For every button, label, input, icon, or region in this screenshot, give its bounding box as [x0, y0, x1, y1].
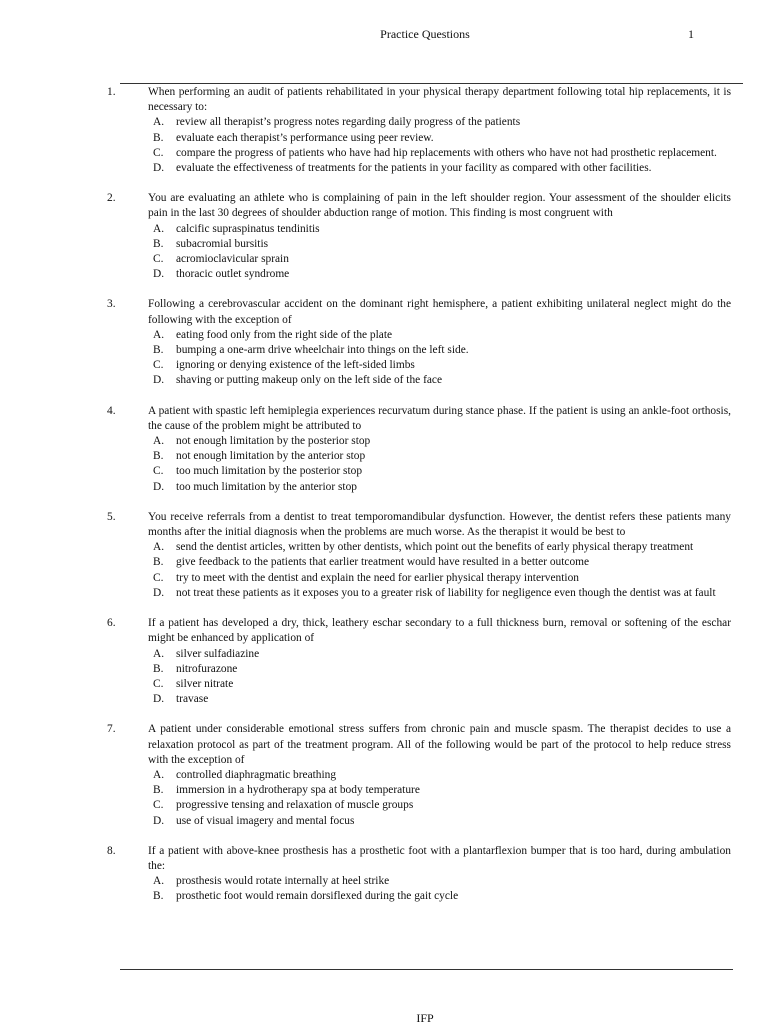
answer-options — [148, 328, 731, 389]
answer-options — [148, 874, 731, 904]
option-letter: D. — [153, 480, 165, 493]
page-footer: IFP — [416, 1011, 434, 1025]
question-1 — [107, 85, 731, 176]
answer-option — [148, 571, 731, 586]
option-text: shaving or putting makeup only on the left side of the face — [176, 374, 443, 387]
option-letter: B. — [153, 784, 164, 797]
question-body — [148, 722, 731, 828]
question-body — [148, 844, 731, 905]
answer-option — [148, 161, 731, 176]
option-text: use of visual imagery and mental focus — [176, 814, 355, 827]
option-text: progressive tensing and relaxation of muscle groups — [176, 799, 414, 812]
question-stem: A patient with spastic left hemiplegia experiences recurvatum during stance phase. If the patient is using an ankle-foot orthosis, the cause of the problem might be attributed to — [148, 404, 731, 432]
option-letter: C. — [153, 677, 164, 690]
option-letter: B. — [153, 344, 164, 357]
question-stem: A patient under considerable emotional stress suffers from chronic pain and muscle spasm. The therapist decides to use a relaxation protocol as part of the treatment program. All of the following would be part of the protocol to help reduce stress with the exception of — [148, 723, 731, 766]
question-number: 7. — [107, 723, 116, 736]
option-text: acromioclavicular sprain — [176, 253, 289, 266]
answer-option — [148, 540, 731, 555]
answer-option — [148, 115, 731, 130]
option-letter: A. — [153, 541, 165, 554]
question-body — [148, 85, 731, 176]
answer-option — [148, 798, 731, 813]
answer-options — [148, 540, 731, 601]
question-7 — [107, 722, 731, 828]
option-text: give feedback to the patients that earlier treatment would have resulted in a better outcome — [176, 556, 590, 569]
answer-option — [148, 267, 731, 282]
page-header-title: Practice Questions — [380, 27, 470, 41]
answer-option — [148, 555, 731, 570]
option-letter: B. — [153, 450, 164, 463]
question-5 — [107, 510, 731, 601]
option-text: send the dentist articles, written by other dentists, which point out the benefits of early physical therapy treatment — [176, 541, 694, 554]
option-letter: C. — [153, 571, 164, 584]
option-letter: C. — [153, 799, 164, 812]
question-number: 8. — [107, 844, 116, 857]
question-body — [148, 191, 731, 282]
question-number: 2. — [107, 192, 116, 205]
option-letter: D. — [153, 693, 165, 706]
option-text: not enough limitation by the anterior stop — [176, 450, 366, 463]
answer-option — [148, 677, 731, 692]
question-stem: When performing an audit of patients rehabilitated in your physical therapy department following total hip replacements, it is necessary to: — [148, 86, 731, 114]
option-letter: C. — [153, 465, 164, 478]
answer-option — [148, 692, 731, 707]
option-text: travase — [176, 693, 209, 706]
option-text: ignoring or denying existence of the left-sided limbs — [176, 359, 415, 372]
option-letter: A. — [153, 222, 165, 235]
option-letter: A. — [153, 875, 165, 888]
option-letter: D. — [153, 268, 165, 281]
answer-option — [148, 373, 731, 388]
option-letter: A. — [153, 647, 165, 660]
option-text: try to meet with the dentist and explain the need for earlier physical therapy intervention — [176, 571, 579, 584]
question-2 — [107, 191, 731, 282]
option-letter: A. — [153, 328, 165, 341]
option-text: controlled diaphragmatic breathing — [176, 768, 337, 781]
question-number: 3. — [107, 298, 116, 311]
question-number: 6. — [107, 617, 116, 630]
answer-option — [148, 237, 731, 252]
answer-option — [148, 131, 731, 146]
question-stem: If a patient has developed a dry, thick, leathery eschar secondary to a full thickness burn, removal or softening of the eschar might be enhanced by application of — [148, 617, 731, 645]
option-letter: D. — [153, 374, 165, 387]
option-text: thoracic outlet syndrome — [176, 268, 290, 281]
answer-option — [148, 889, 731, 904]
option-text: prosthesis would rotate internally at heel strike — [176, 875, 390, 888]
question-list — [107, 85, 731, 920]
option-letter: B. — [153, 556, 164, 569]
answer-option — [148, 874, 731, 889]
option-letter: B. — [153, 131, 164, 144]
option-text: evaluate the effectiveness of treatments for the patients in your facility as compared with other facilities. — [176, 162, 652, 175]
option-text: silver nitrate — [176, 677, 234, 690]
answer-option — [148, 768, 731, 783]
question-number: 1. — [107, 86, 116, 98]
option-text: compare the progress of patients who have had hip replacements with others who have not had prosthetic replacement. — [176, 146, 717, 159]
answer-options — [148, 222, 731, 283]
question-6 — [107, 616, 731, 707]
option-text: silver sulfadiazine — [176, 647, 260, 660]
question-8 — [107, 844, 731, 905]
option-text: prosthetic foot would remain dorsiflexed during the gait cycle — [176, 890, 459, 903]
answer-options — [148, 647, 731, 708]
option-letter: C. — [153, 253, 164, 266]
answer-option — [148, 343, 731, 358]
option-text: not treat these patients as it exposes you to a greater risk of liability for negligence even though the dentist was at fault — [176, 586, 716, 599]
option-text: calcific supraspinatus tendinitis — [176, 222, 320, 235]
option-letter: A. — [153, 435, 165, 448]
question-stem: If a patient with above-knee prosthesis has a prosthetic foot with a plantarflexion bumper that is too hard, during ambulation the: — [148, 844, 731, 872]
option-text: nitrofurazone — [176, 662, 238, 675]
option-text: evaluate each therapist’s performance using peer review. — [176, 131, 434, 144]
answer-option — [148, 647, 731, 662]
answer-options — [148, 434, 731, 495]
option-letter: D. — [153, 162, 165, 175]
answer-option — [148, 146, 731, 161]
answer-option — [148, 449, 731, 464]
header-rule — [120, 83, 743, 84]
answer-option — [148, 328, 731, 343]
option-text: too much limitation by the posterior stop — [176, 465, 363, 478]
question-stem: Following a cerebrovascular accident on the dominant right hemisphere, a patient exhibiting unilateral neglect might do the following with the exception of — [148, 298, 731, 326]
answer-option — [148, 480, 731, 495]
question-body — [148, 510, 731, 601]
option-text: immersion in a hydrotherapy spa at body temperature — [176, 784, 420, 797]
option-letter: B. — [153, 237, 164, 250]
option-text: bumping a one-arm drive wheelchair into things on the left side. — [176, 344, 469, 357]
option-letter: B. — [153, 662, 164, 675]
question-number: 4. — [107, 404, 116, 417]
option-text: eating food only from the right side of the plate — [176, 328, 393, 341]
option-letter: D. — [153, 586, 165, 599]
option-letter: A. — [153, 768, 165, 781]
option-text: review all therapist’s progress notes regarding daily progress of the patients — [176, 116, 521, 129]
answer-options — [148, 115, 731, 176]
question-stem: You receive referrals from a dentist to treat temporomandibular dysfunction. However, the dentist refers these patients many months after the initial diagnosis when the problems are much worse. As the therapist it would be best to — [148, 510, 731, 539]
option-text: subacromial bursitis — [176, 237, 269, 250]
question-body — [148, 404, 731, 495]
answer-options — [148, 768, 731, 829]
option-letter: B. — [153, 890, 164, 903]
option-text: too much limitation by the anterior stop — [176, 480, 357, 493]
question-4 — [107, 404, 731, 495]
answer-option — [148, 222, 731, 237]
option-letter: A. — [153, 116, 165, 129]
option-letter: D. — [153, 814, 165, 827]
answer-option — [148, 358, 731, 373]
option-letter: C. — [153, 359, 164, 372]
answer-option — [148, 586, 731, 601]
footer-rule — [120, 969, 733, 970]
answer-option — [148, 783, 731, 798]
answer-option — [148, 464, 731, 479]
question-body — [148, 616, 731, 707]
question-body — [148, 297, 731, 388]
option-text: not enough limitation by the posterior stop — [176, 435, 371, 448]
question-stem: You are evaluating an athlete who is complaining of pain in the left shoulder region. Your assessment of the shoulder elicits pain in the last 30 degrees of shoulder abduction range of motion. This finding is most congruent with — [148, 192, 731, 220]
question-3 — [107, 297, 731, 388]
page-number: 1 — [688, 27, 694, 41]
option-letter: C. — [153, 146, 164, 159]
question-number: 5. — [107, 510, 116, 523]
answer-option — [148, 434, 731, 449]
answer-option — [148, 662, 731, 677]
answer-option — [148, 814, 731, 829]
answer-option — [148, 252, 731, 267]
